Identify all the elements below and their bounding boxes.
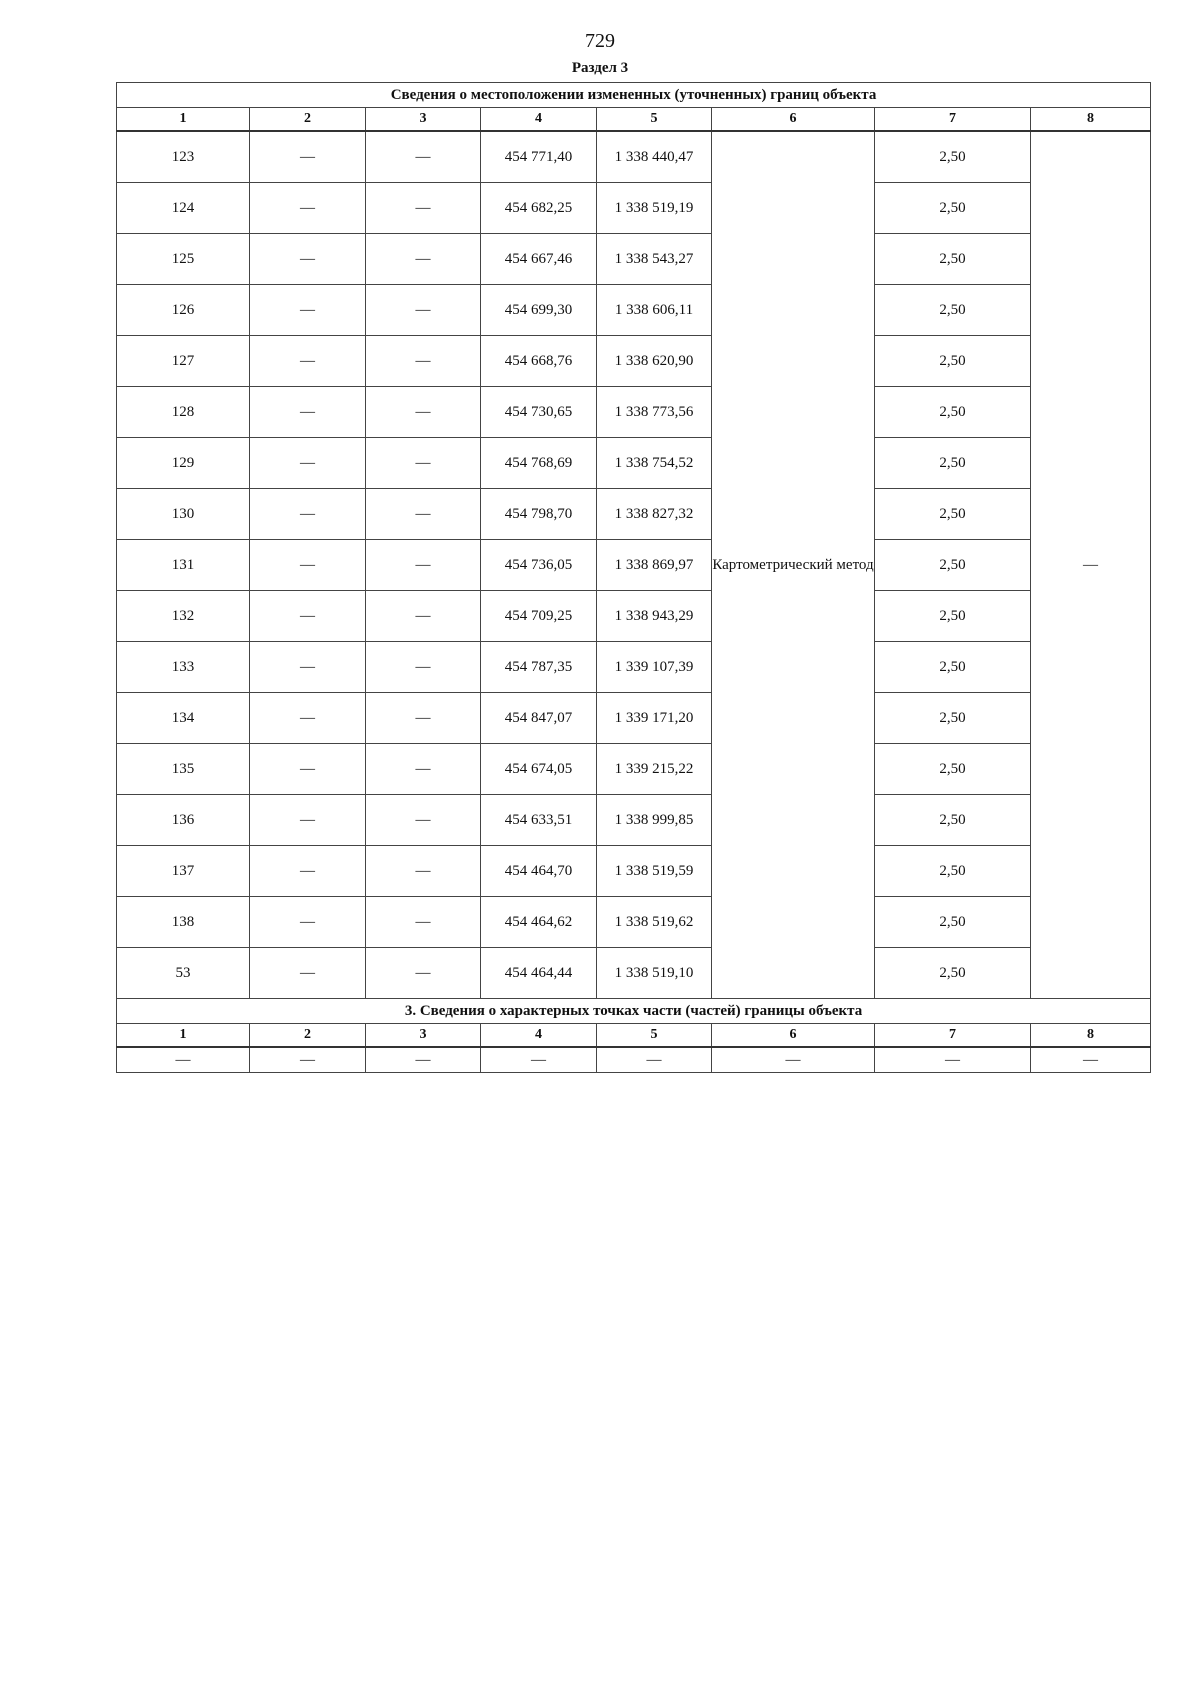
table-cell: — bbox=[250, 795, 366, 846]
point-number: 127 bbox=[117, 336, 250, 387]
table-cell: — bbox=[366, 846, 481, 897]
boundary-table bbox=[116, 82, 1151, 1073]
table-row bbox=[117, 183, 1151, 234]
table-cell: — bbox=[250, 438, 366, 489]
table-cell: — bbox=[366, 642, 481, 693]
table-cell: — bbox=[250, 183, 366, 234]
column-header: 7 bbox=[875, 1024, 1031, 1048]
table-cell: — bbox=[117, 1047, 250, 1073]
table1-caption: Сведения о местоположении измененных (уточненных) границ объекта bbox=[117, 83, 1151, 108]
page-number: 729 bbox=[585, 30, 615, 52]
table2-caption: 3. Сведения о характерных точках части (частей) границы объекта bbox=[117, 999, 1151, 1024]
table-row bbox=[117, 438, 1151, 489]
coord-x: 454 787,35 bbox=[481, 642, 597, 693]
accuracy-cell: 2,50 bbox=[875, 438, 1031, 489]
coord-x: 454 668,76 bbox=[481, 336, 597, 387]
table-row bbox=[117, 591, 1151, 642]
table-cell: — bbox=[366, 1047, 481, 1073]
coord-y: 1 338 606,11 bbox=[597, 285, 712, 336]
coord-y: 1 338 827,32 bbox=[597, 489, 712, 540]
coord-x: 454 682,25 bbox=[481, 183, 597, 234]
table-cell: — bbox=[366, 489, 481, 540]
accuracy-cell: 2,50 bbox=[875, 642, 1031, 693]
point-number: 129 bbox=[117, 438, 250, 489]
table-row bbox=[117, 642, 1151, 693]
point-number: 132 bbox=[117, 591, 250, 642]
coord-y: 1 338 543,27 bbox=[597, 234, 712, 285]
table-cell: — bbox=[250, 1047, 366, 1073]
method-cell: Картометрический метод bbox=[712, 131, 875, 999]
table-row bbox=[117, 693, 1151, 744]
point-number: 135 bbox=[117, 744, 250, 795]
table-row bbox=[117, 489, 1151, 540]
table-cell: — bbox=[366, 336, 481, 387]
table-cell: — bbox=[366, 795, 481, 846]
table-cell: — bbox=[250, 846, 366, 897]
accuracy-cell: 2,50 bbox=[875, 744, 1031, 795]
accuracy-cell: 2,50 bbox=[875, 489, 1031, 540]
coord-x: 454 798,70 bbox=[481, 489, 597, 540]
accuracy-cell: 2,50 bbox=[875, 540, 1031, 591]
accuracy-cell: 2,50 bbox=[875, 183, 1031, 234]
coord-y: 1 338 519,10 bbox=[597, 948, 712, 999]
table1-header-row bbox=[117, 108, 1151, 132]
column-header: 3 bbox=[366, 1024, 481, 1048]
table-cell: — bbox=[712, 1047, 875, 1073]
coord-y: 1 338 519,62 bbox=[597, 897, 712, 948]
table-cell: — bbox=[366, 948, 481, 999]
table-cell: — bbox=[875, 1047, 1031, 1073]
column-header: 5 bbox=[597, 1024, 712, 1048]
table-cell: — bbox=[366, 897, 481, 948]
point-number: 134 bbox=[117, 693, 250, 744]
table2-caption-row bbox=[117, 999, 1151, 1024]
table-row bbox=[117, 897, 1151, 948]
table-cell: — bbox=[366, 744, 481, 795]
coord-y: 1 338 943,29 bbox=[597, 591, 712, 642]
table-cell: — bbox=[250, 387, 366, 438]
table-cell: — bbox=[250, 234, 366, 285]
point-number: 126 bbox=[117, 285, 250, 336]
column-header: 6 bbox=[712, 1024, 875, 1048]
table-cell: — bbox=[250, 336, 366, 387]
coord-x: 454 771,40 bbox=[481, 131, 597, 183]
table-cell: — bbox=[250, 948, 366, 999]
column-header: 1 bbox=[117, 108, 250, 132]
coord-x: 454 847,07 bbox=[481, 693, 597, 744]
coord-y: 1 338 440,47 bbox=[597, 131, 712, 183]
table-cell: — bbox=[481, 1047, 597, 1073]
point-number: 137 bbox=[117, 846, 250, 897]
point-number: 131 bbox=[117, 540, 250, 591]
coord-y: 1 338 754,52 bbox=[597, 438, 712, 489]
accuracy-cell: 2,50 bbox=[875, 387, 1031, 438]
coord-y: 1 339 215,22 bbox=[597, 744, 712, 795]
coord-x: 454 667,46 bbox=[481, 234, 597, 285]
column-header: 4 bbox=[481, 1024, 597, 1048]
accuracy-cell: 2,50 bbox=[875, 131, 1031, 183]
point-number: 124 bbox=[117, 183, 250, 234]
table-cell: — bbox=[250, 540, 366, 591]
table-cell: — bbox=[250, 642, 366, 693]
table-cell: — bbox=[366, 387, 481, 438]
table-cell: — bbox=[1031, 1047, 1151, 1073]
accuracy-cell: 2,50 bbox=[875, 693, 1031, 744]
accuracy-cell: 2,50 bbox=[875, 336, 1031, 387]
column-header: 2 bbox=[250, 108, 366, 132]
table1-caption-row bbox=[117, 83, 1151, 108]
accuracy-cell: 2,50 bbox=[875, 795, 1031, 846]
table-row bbox=[117, 234, 1151, 285]
table-cell: — bbox=[366, 591, 481, 642]
coord-x: 454 464,62 bbox=[481, 897, 597, 948]
table-cell: — bbox=[366, 438, 481, 489]
point-number: 138 bbox=[117, 897, 250, 948]
accuracy-cell: 2,50 bbox=[875, 285, 1031, 336]
accuracy-cell: 2,50 bbox=[875, 948, 1031, 999]
table-row bbox=[117, 285, 1151, 336]
table2-empty-row bbox=[117, 1047, 1151, 1073]
column-header: 8 bbox=[1031, 108, 1151, 132]
table-cell: — bbox=[366, 285, 481, 336]
table-cell: — bbox=[366, 131, 481, 183]
coord-y: 1 338 773,56 bbox=[597, 387, 712, 438]
point-number: 125 bbox=[117, 234, 250, 285]
col8-cell: — bbox=[1031, 131, 1151, 999]
table-row bbox=[117, 846, 1151, 897]
table2-header-row bbox=[117, 1024, 1151, 1048]
accuracy-cell: 2,50 bbox=[875, 591, 1031, 642]
table-row bbox=[117, 744, 1151, 795]
section-title: Раздел 3 bbox=[571, 60, 629, 76]
table-cell: — bbox=[250, 897, 366, 948]
column-header: 6 bbox=[712, 108, 875, 132]
table-row bbox=[117, 131, 1151, 183]
accuracy-cell: 2,50 bbox=[875, 846, 1031, 897]
table-cell: — bbox=[366, 693, 481, 744]
accuracy-cell: 2,50 bbox=[875, 897, 1031, 948]
coord-y: 1 338 869,97 bbox=[597, 540, 712, 591]
column-header: 2 bbox=[250, 1024, 366, 1048]
point-number: 130 bbox=[117, 489, 250, 540]
point-number: 123 bbox=[117, 131, 250, 183]
table-cell: — bbox=[366, 234, 481, 285]
table-cell: — bbox=[250, 693, 366, 744]
coord-y: 1 339 171,20 bbox=[597, 693, 712, 744]
coord-x: 454 674,05 bbox=[481, 744, 597, 795]
table-row bbox=[117, 795, 1151, 846]
column-header: 5 bbox=[597, 108, 712, 132]
table-row bbox=[117, 387, 1151, 438]
table-row bbox=[117, 336, 1151, 387]
point-number: 136 bbox=[117, 795, 250, 846]
coord-x: 454 633,51 bbox=[481, 795, 597, 846]
table-row bbox=[117, 948, 1151, 999]
coord-x: 454 699,30 bbox=[481, 285, 597, 336]
coord-y: 1 339 107,39 bbox=[597, 642, 712, 693]
coord-y: 1 338 519,19 bbox=[597, 183, 712, 234]
table-cell: — bbox=[250, 285, 366, 336]
coord-y: 1 338 620,90 bbox=[597, 336, 712, 387]
column-header: 3 bbox=[366, 108, 481, 132]
coord-x: 454 464,70 bbox=[481, 846, 597, 897]
coord-y: 1 338 519,59 bbox=[597, 846, 712, 897]
table-cell: — bbox=[250, 489, 366, 540]
column-header: 8 bbox=[1031, 1024, 1151, 1048]
point-number: 133 bbox=[117, 642, 250, 693]
table-cell: — bbox=[366, 183, 481, 234]
coord-y: 1 338 999,85 bbox=[597, 795, 712, 846]
column-header: 7 bbox=[875, 108, 1031, 132]
coord-x: 454 736,05 bbox=[481, 540, 597, 591]
coord-x: 454 768,69 bbox=[481, 438, 597, 489]
table-cell: — bbox=[366, 540, 481, 591]
point-number: 128 bbox=[117, 387, 250, 438]
coord-x: 454 464,44 bbox=[481, 948, 597, 999]
table-cell: — bbox=[597, 1047, 712, 1073]
accuracy-cell: 2,50 bbox=[875, 234, 1031, 285]
table-cell: — bbox=[250, 131, 366, 183]
point-number: 53 bbox=[117, 948, 250, 999]
column-header: 1 bbox=[117, 1024, 250, 1048]
table-cell: — bbox=[250, 744, 366, 795]
coord-x: 454 730,65 bbox=[481, 387, 597, 438]
table-row bbox=[117, 540, 1151, 591]
table-cell: — bbox=[250, 591, 366, 642]
coord-x: 454 709,25 bbox=[481, 591, 597, 642]
column-header: 4 bbox=[481, 108, 597, 132]
